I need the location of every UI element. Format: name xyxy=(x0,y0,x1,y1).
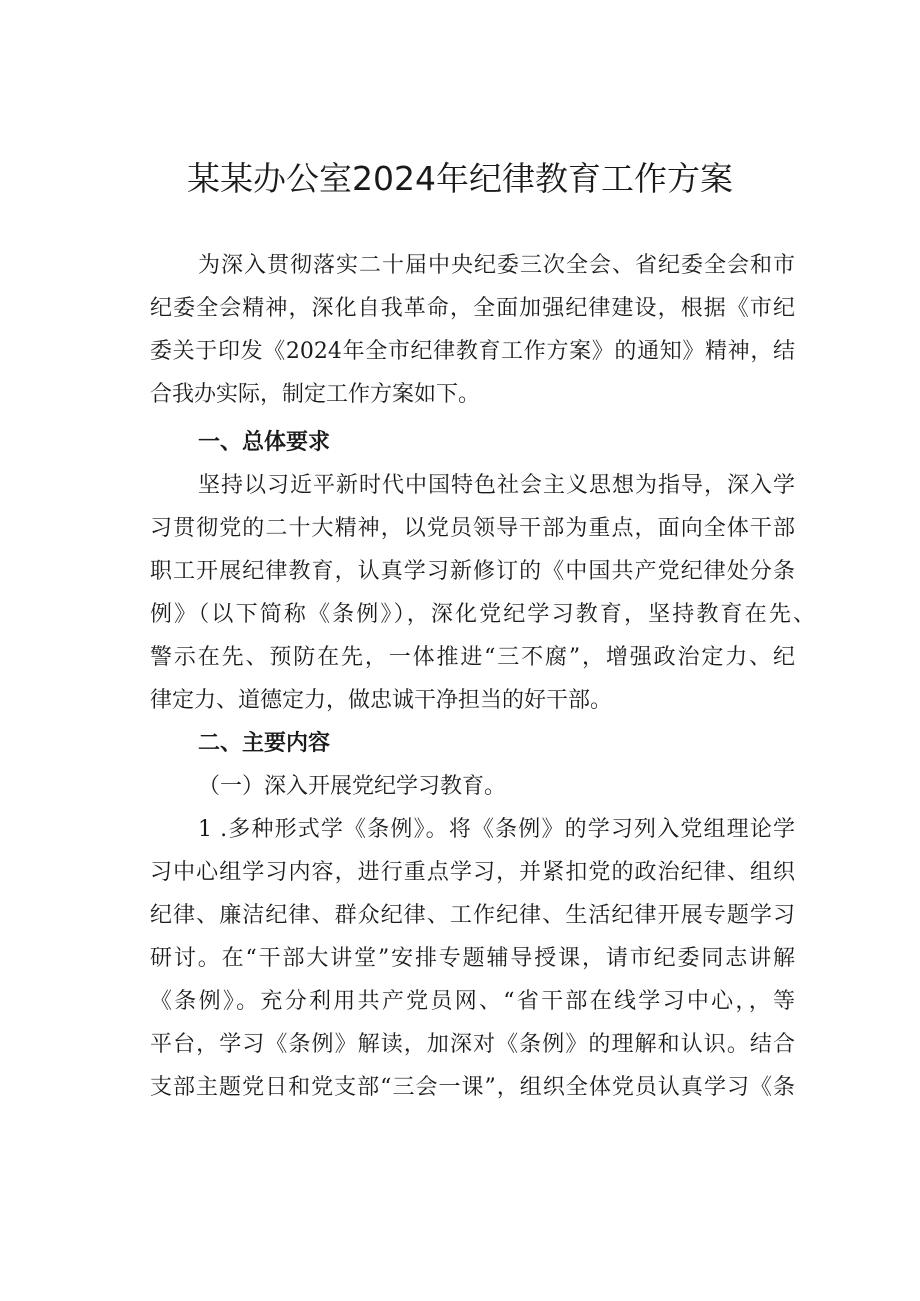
section2-line: 纪律、廉洁纪律、群众纪律、工作纪律、生活纪律开展专题学习 xyxy=(150,903,795,928)
intro-line: 纪委全会精神，深化自我革命，全面加强纪律建设，根据《市纪 xyxy=(150,296,795,321)
intro-line: 合我办实际，制定工作方案如下。 xyxy=(150,382,481,407)
section2-line: 《条例》。充分利用共产党员网、“省干部在线学习中心，，等 xyxy=(150,989,795,1014)
section2-line: 1 .多种形式学《条例》。将《条例》的学习列入党组理论学 xyxy=(198,817,795,842)
section2-line: 平台，学习《条例》解读，加深对《条例》的理解和认识。结合 xyxy=(150,1032,795,1057)
document-title: 某某办公室2024年纪律教育工作方案 xyxy=(187,159,733,198)
section2-line: 习中心组学习内容，进行重点学习，并紧扣党的政治纪律、组织 xyxy=(150,860,795,885)
section1-line: 例》（以下简称《条例》），深化党纪学习教育，坚持教育在先、 xyxy=(150,602,815,627)
section1-line: 警示在先、预防在先，一体推进“三不腐”，增强政治定力、纪 xyxy=(150,645,795,670)
section1-line: 律定力、道德定力，做忠诚干净担当的好干部。 xyxy=(150,688,613,713)
section2-line: 支部主题党日和党支部“三会一课”，组织全体党员认真学习《条 xyxy=(150,1075,795,1100)
intro-line: 委关于印发《2024年全市纪律教育工作方案》的通知》精神，结 xyxy=(150,339,795,364)
section1-line: 习贯彻党的二十大精神，以党员领导干部为重点，面向全体干部 xyxy=(150,516,795,541)
intro-line: 为深入贯彻落实二十届中央纪委三次全会、省纪委全会和市 xyxy=(198,253,795,278)
section-heading-general: 一、总体要求 xyxy=(198,430,331,455)
section1-line: 坚持以习近平新时代中国特色社会主义思想为指导，深入学 xyxy=(198,473,795,498)
sub-heading: （一）深入开展党纪学习教育。 xyxy=(198,774,507,799)
section-heading-content: 二、主要内容 xyxy=(198,731,331,756)
section2-line: 研讨。在“干部大讲堂”安排专题辅导授课，请市纪委同志讲解 xyxy=(150,946,795,971)
section1-line: 职工开展纪律教育，认真学习新修订的《中国共产党纪律处分条 xyxy=(150,559,795,584)
